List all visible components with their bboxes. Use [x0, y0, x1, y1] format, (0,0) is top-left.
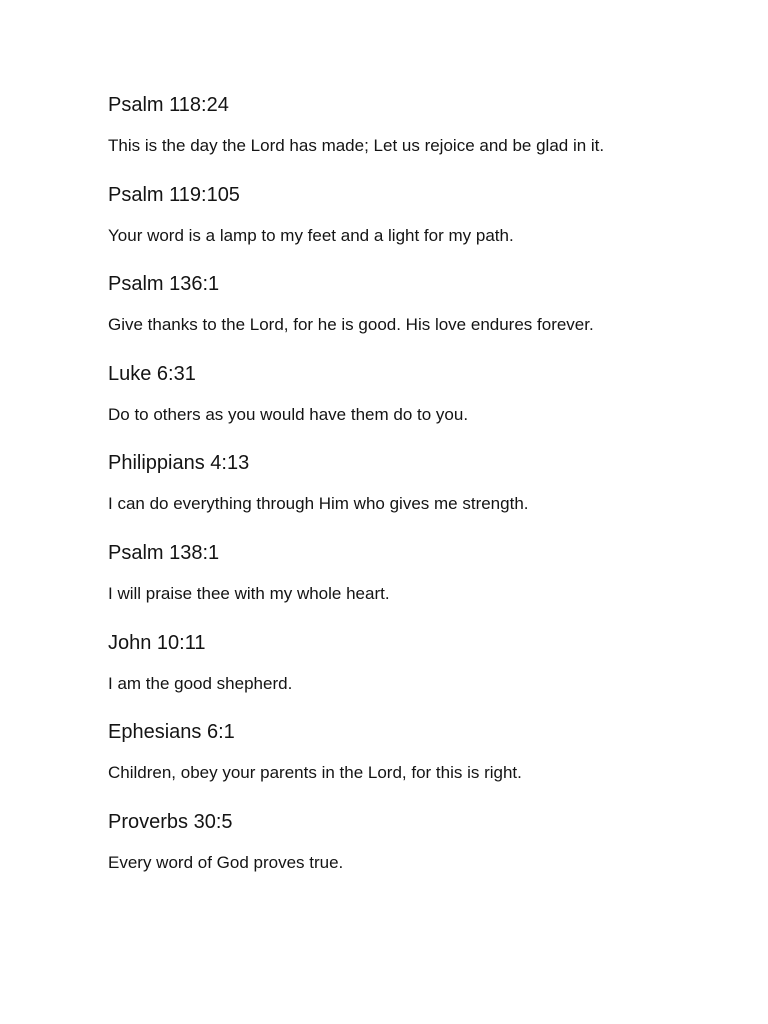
verse-text: Children, obey your parents in the Lord, for this is right.	[108, 763, 522, 783]
verse-reference: Philippians 4:13	[108, 452, 250, 475]
verse-entry	[108, 361, 708, 451]
verse-text: I am the good shepherd.	[108, 673, 293, 693]
verse-reference: Proverbs 30:5	[108, 810, 233, 833]
verse-entry	[108, 630, 708, 720]
verse-reference: Psalm 138:1	[108, 541, 220, 564]
verse-entry	[108, 182, 708, 272]
verse-entry	[108, 809, 708, 899]
verse-text: This is the day the Lord has made; Let us rejoice and be glad in it.	[108, 136, 605, 155]
verse-text: Do to others as you would have them do to you.	[108, 404, 469, 424]
verse-text: I can do everything through Him who gives me strength.	[108, 494, 529, 514]
verse-reference: Psalm 136:1	[108, 273, 220, 296]
verse-text: I will praise thee with my whole heart.	[108, 583, 390, 603]
verse-reference: Psalm 119:105	[108, 183, 240, 206]
verse-entry	[108, 271, 708, 361]
verse-entry	[108, 719, 708, 809]
verse-text: Give thanks to the Lord, for he is good. His love endures forever.	[108, 315, 594, 335]
verse-reference: Psalm 118:24	[108, 94, 229, 116]
verse-entry	[108, 540, 708, 630]
verse-text: Your word is a lamp to my feet and a light for my path.	[108, 225, 514, 245]
verse-reference: Luke 6:31	[108, 362, 196, 385]
verse-entry	[108, 450, 708, 540]
verse-reference: Ephesians 6:1	[108, 721, 235, 744]
verse-text: Every word of God proves true.	[108, 852, 344, 872]
verse-entry	[108, 92, 708, 182]
verse-reference: John 10:11	[108, 631, 206, 654]
